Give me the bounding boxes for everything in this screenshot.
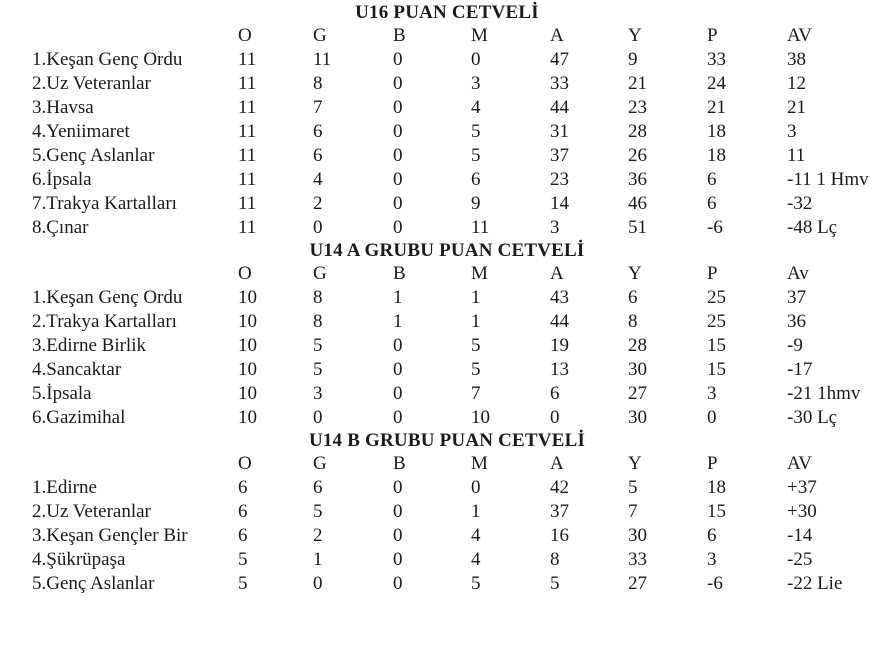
cell-lost: 5 [471, 121, 481, 142]
table-row [0, 48, 882, 72]
cell-drawn: 0 [393, 193, 403, 214]
cell-goal-average: 3 [787, 121, 797, 142]
cell-points: 21 [707, 97, 726, 118]
cell-won: 8 [313, 73, 323, 94]
column-header-won: G [313, 25, 327, 46]
cell-goals-against: 28 [628, 121, 647, 142]
cell-goals-against: 27 [628, 573, 647, 594]
cell-drawn: 0 [393, 169, 403, 190]
column-header-goal-average: AV [787, 453, 812, 474]
cell-played: 11 [238, 193, 257, 214]
cell-points: 6 [707, 193, 717, 214]
cell-goal-average: -21 1hmv [787, 383, 861, 404]
team-name: 1.Edirne [32, 477, 97, 498]
cell-won: 8 [313, 311, 323, 332]
cell-points: 18 [707, 477, 726, 498]
column-header-drawn: B [393, 25, 406, 46]
cell-lost: 1 [471, 501, 481, 522]
cell-goals-against: 27 [628, 383, 647, 404]
table-row [0, 120, 882, 144]
cell-drawn: 0 [393, 335, 403, 356]
cell-points: 6 [707, 525, 717, 546]
cell-points: 33 [707, 49, 726, 70]
team-name: 2.Uz Veteranlar [32, 73, 151, 94]
team-name: 5.Genç Aslanlar [32, 145, 155, 166]
cell-won: 5 [313, 501, 323, 522]
column-header-points: P [707, 25, 718, 46]
cell-drawn: 0 [393, 477, 403, 498]
cell-played: 11 [238, 217, 257, 238]
team-name: 2.Uz Veteranlar [32, 501, 151, 522]
cell-played: 10 [238, 383, 257, 404]
cell-played: 11 [238, 121, 257, 142]
team-name: 1.Keşan Genç Ordu [32, 49, 183, 70]
cell-played: 11 [238, 49, 257, 70]
team-name: 1.Keşan Genç Ordu [32, 287, 183, 308]
cell-lost: 9 [471, 193, 481, 214]
cell-played: 6 [238, 525, 248, 546]
team-name: 3.Keşan Gençler Bir [32, 525, 188, 546]
cell-goals-against: 26 [628, 145, 647, 166]
standings-table [0, 2, 882, 240]
cell-goal-average: 36 [787, 311, 806, 332]
cell-goal-average: +37 [787, 477, 817, 498]
cell-goal-average: -25 [787, 549, 813, 570]
column-header-goals-against: Y [628, 25, 642, 46]
cell-goal-average: 21 [787, 97, 806, 118]
team-name: 6.İpsala [32, 169, 92, 190]
column-header-goals-against: Y [628, 263, 642, 284]
column-header-lost: M [471, 453, 488, 474]
cell-points: 15 [707, 501, 726, 522]
cell-won: 4 [313, 169, 323, 190]
cell-lost: 5 [471, 359, 481, 380]
column-header-lost: M [471, 263, 488, 284]
cell-drawn: 0 [393, 145, 403, 166]
cell-lost: 0 [471, 477, 481, 498]
table-row [0, 358, 882, 382]
table-row [0, 72, 882, 96]
cell-goals-against: 30 [628, 359, 647, 380]
table-row [0, 144, 882, 168]
column-header-points: P [707, 453, 718, 474]
team-name: 4.Sancaktar [32, 359, 122, 380]
cell-drawn: 0 [393, 359, 403, 380]
table-title: U14 B GRUBU PUAN CETVELİ [308, 430, 586, 451]
team-name: 8.Çınar [32, 217, 89, 238]
cell-points: 25 [707, 287, 726, 308]
table-title: U14 A GRUBU PUAN CETVELİ [309, 240, 585, 261]
cell-goals-for: 44 [550, 311, 569, 332]
cell-goals-against: 46 [628, 193, 647, 214]
cell-lost: 4 [471, 525, 481, 546]
cell-points: 3 [707, 383, 717, 404]
table-title: U16 PUAN CETVELİ [355, 2, 539, 23]
cell-points: 15 [707, 335, 726, 356]
cell-drawn: 0 [393, 121, 403, 142]
cell-drawn: 0 [393, 49, 403, 70]
table-row [0, 286, 882, 310]
cell-goals-against: 33 [628, 549, 647, 570]
cell-lost: 5 [471, 145, 481, 166]
cell-goals-for: 37 [550, 145, 569, 166]
cell-points: 25 [707, 311, 726, 332]
cell-points: 24 [707, 73, 726, 94]
cell-goal-average: -17 [787, 359, 813, 380]
cell-drawn: 0 [393, 73, 403, 94]
cell-won: 6 [313, 145, 323, 166]
cell-won: 5 [313, 335, 323, 356]
table-header-row [0, 24, 882, 48]
column-header-lost: M [471, 25, 488, 46]
cell-goals-for: 43 [550, 287, 569, 308]
cell-won: 2 [313, 525, 323, 546]
column-header-goals-for: A [550, 263, 564, 284]
cell-drawn: 0 [393, 501, 403, 522]
cell-goals-for: 8 [550, 549, 560, 570]
column-header-goals-for: A [550, 453, 564, 474]
cell-drawn: 1 [393, 311, 403, 332]
column-header-goals-for: A [550, 25, 564, 46]
cell-lost: 10 [471, 407, 490, 428]
cell-points: -6 [707, 573, 723, 594]
cell-goals-for: 44 [550, 97, 569, 118]
cell-played: 10 [238, 335, 257, 356]
cell-goal-average: -22 Lie [787, 573, 843, 594]
cell-lost: 11 [471, 217, 490, 238]
team-name: 6.Gazimihal [32, 407, 126, 428]
cell-goal-average: -11 1 Hmv [787, 169, 869, 190]
column-header-won: G [313, 453, 327, 474]
cell-won: 0 [313, 217, 323, 238]
cell-goals-for: 42 [550, 477, 569, 498]
table-row [0, 406, 882, 430]
standings-sheet [0, 2, 882, 596]
cell-goals-against: 21 [628, 73, 647, 94]
column-header-drawn: B [393, 263, 406, 284]
cell-points: 18 [707, 121, 726, 142]
cell-points: 18 [707, 145, 726, 166]
cell-goals-for: 31 [550, 121, 569, 142]
cell-lost: 7 [471, 383, 481, 404]
table-row [0, 476, 882, 500]
table-row [0, 168, 882, 192]
table-header-row [0, 262, 882, 286]
cell-played: 11 [238, 97, 257, 118]
cell-goals-for: 14 [550, 193, 569, 214]
cell-played: 10 [238, 287, 257, 308]
cell-points: 6 [707, 169, 717, 190]
cell-goals-for: 23 [550, 169, 569, 190]
table-row [0, 96, 882, 120]
cell-lost: 3 [471, 73, 481, 94]
team-name: 5.Genç Aslanlar [32, 573, 155, 594]
cell-lost: 0 [471, 49, 481, 70]
column-header-played: O [238, 263, 252, 284]
cell-played: 11 [238, 169, 257, 190]
cell-goals-against: 7 [628, 501, 638, 522]
column-header-drawn: B [393, 453, 406, 474]
column-header-goals-against: Y [628, 453, 642, 474]
cell-played: 10 [238, 359, 257, 380]
cell-goals-against: 23 [628, 97, 647, 118]
cell-goals-for: 37 [550, 501, 569, 522]
cell-played: 11 [238, 145, 257, 166]
team-name: 2.Trakya Kartalları [32, 311, 177, 332]
team-name: 5.İpsala [32, 383, 92, 404]
cell-drawn: 0 [393, 573, 403, 594]
cell-goals-against: 30 [628, 407, 647, 428]
team-name: 3.Havsa [32, 97, 94, 118]
cell-goal-average: -30 Lç [787, 407, 838, 428]
cell-goals-against: 8 [628, 311, 638, 332]
cell-lost: 4 [471, 549, 481, 570]
cell-goals-for: 5 [550, 573, 560, 594]
cell-goal-average: 12 [787, 73, 806, 94]
cell-goals-for: 3 [550, 217, 560, 238]
cell-won: 0 [313, 407, 323, 428]
cell-goals-against: 36 [628, 169, 647, 190]
cell-won: 8 [313, 287, 323, 308]
column-header-goal-average: AV [787, 25, 812, 46]
cell-goal-average: 38 [787, 49, 806, 70]
cell-goals-against: 30 [628, 525, 647, 546]
cell-goal-average: -48 Lç [787, 217, 838, 238]
cell-played: 5 [238, 549, 248, 570]
table-row [0, 572, 882, 596]
table-header-row [0, 452, 882, 476]
cell-played: 10 [238, 407, 257, 428]
table-row [0, 310, 882, 334]
cell-goals-for: 6 [550, 383, 560, 404]
column-header-won: G [313, 263, 327, 284]
cell-goal-average: 37 [787, 287, 806, 308]
cell-goal-average: -9 [787, 335, 803, 356]
cell-goal-average: -14 [787, 525, 813, 546]
table-row [0, 524, 882, 548]
cell-drawn: 0 [393, 407, 403, 428]
cell-goal-average: +30 [787, 501, 817, 522]
team-name: 3.Edirne Birlik [32, 335, 146, 356]
cell-drawn: 0 [393, 97, 403, 118]
cell-won: 6 [313, 121, 323, 142]
cell-lost: 5 [471, 573, 481, 594]
cell-drawn: 0 [393, 525, 403, 546]
cell-lost: 6 [471, 169, 481, 190]
cell-won: 5 [313, 359, 323, 380]
cell-goal-average: 11 [787, 145, 806, 166]
cell-goals-for: 19 [550, 335, 569, 356]
cell-played: 11 [238, 73, 257, 94]
cell-goals-for: 13 [550, 359, 569, 380]
cell-won: 0 [313, 573, 323, 594]
cell-drawn: 0 [393, 383, 403, 404]
cell-won: 3 [313, 383, 323, 404]
table-row [0, 334, 882, 358]
cell-goals-against: 5 [628, 477, 638, 498]
cell-goals-against: 9 [628, 49, 638, 70]
table-row [0, 216, 882, 240]
cell-drawn: 0 [393, 217, 403, 238]
table-row [0, 192, 882, 216]
cell-lost: 1 [471, 311, 481, 332]
cell-goals-for: 16 [550, 525, 569, 546]
cell-lost: 4 [471, 97, 481, 118]
column-header-points: P [707, 263, 718, 284]
cell-drawn: 0 [393, 549, 403, 570]
team-name: 7.Trakya Kartalları [32, 193, 177, 214]
cell-won: 11 [313, 49, 332, 70]
table-row [0, 500, 882, 524]
cell-points: 15 [707, 359, 726, 380]
cell-goal-average: -32 [787, 193, 813, 214]
cell-goals-for: 47 [550, 49, 569, 70]
cell-won: 1 [313, 549, 323, 570]
cell-drawn: 1 [393, 287, 403, 308]
standings-table [0, 240, 882, 430]
cell-won: 7 [313, 97, 323, 118]
cell-goals-for: 33 [550, 73, 569, 94]
cell-points: -6 [707, 217, 723, 238]
column-header-played: O [238, 453, 252, 474]
table-row [0, 548, 882, 572]
cell-points: 3 [707, 549, 717, 570]
team-name: 4.Yeniimaret [32, 121, 130, 142]
cell-goals-for: 0 [550, 407, 560, 428]
cell-lost: 1 [471, 287, 481, 308]
team-name: 4.Şükrüpaşa [32, 549, 126, 570]
cell-won: 2 [313, 193, 323, 214]
cell-goals-against: 28 [628, 335, 647, 356]
column-header-played: O [238, 25, 252, 46]
cell-played: 5 [238, 573, 248, 594]
cell-won: 6 [313, 477, 323, 498]
cell-points: 0 [707, 407, 717, 428]
table-row [0, 382, 882, 406]
cell-played: 6 [238, 501, 248, 522]
cell-lost: 5 [471, 335, 481, 356]
cell-played: 10 [238, 311, 257, 332]
cell-played: 6 [238, 477, 248, 498]
standings-table [0, 430, 882, 596]
cell-goals-against: 51 [628, 217, 647, 238]
column-header-goal-average: Av [787, 263, 809, 284]
cell-goals-against: 6 [628, 287, 638, 308]
